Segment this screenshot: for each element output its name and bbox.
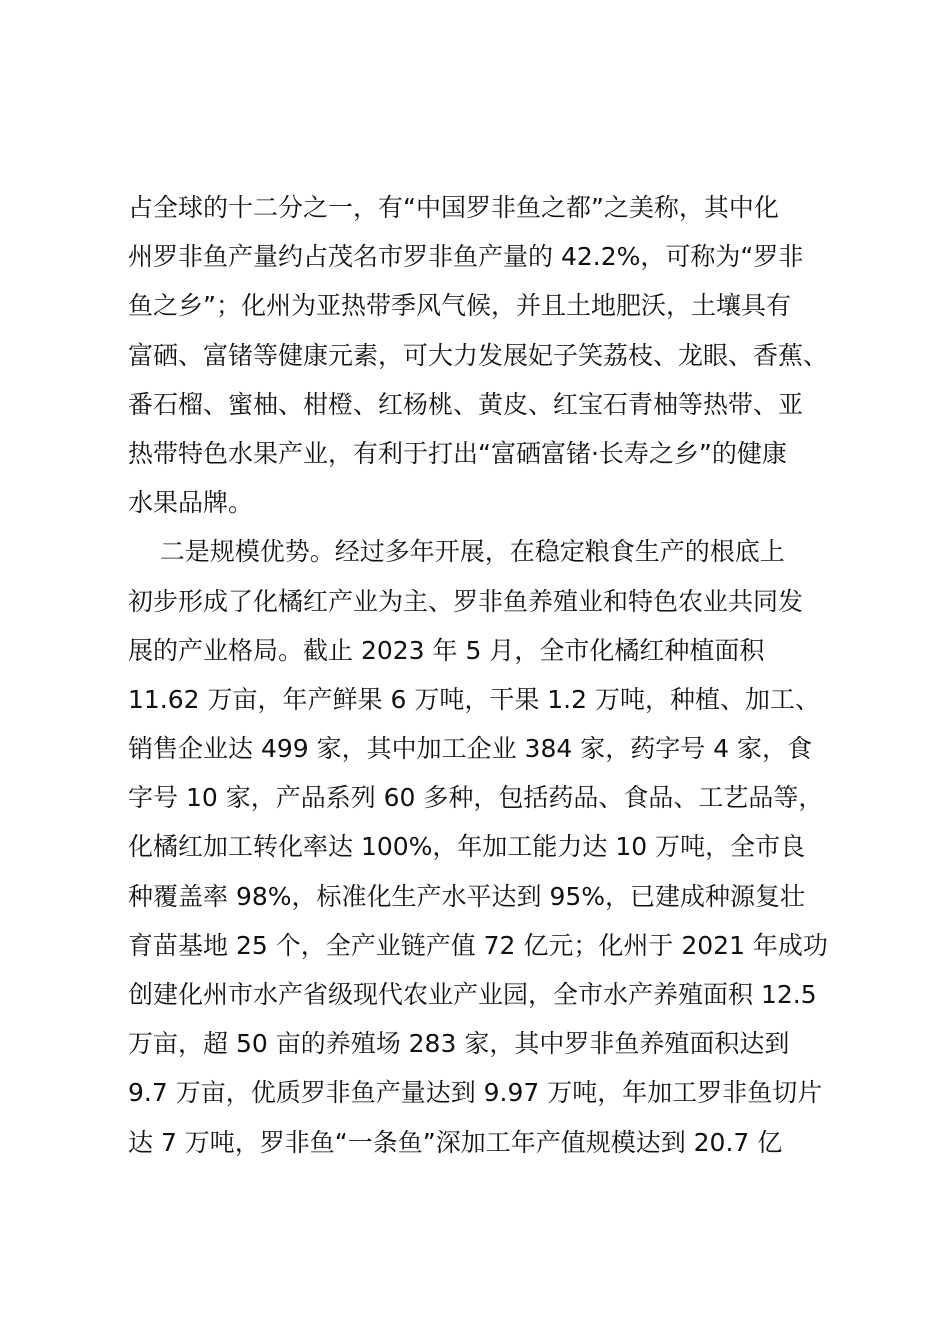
text-line: 热带特色水果产业，有利于打出“富硒富锗·长寿之乡”的健康 bbox=[128, 438, 787, 468]
text-line: 育苗基地 25 个，全产业链产值 72 亿元；化州于 2021 年成功 bbox=[128, 930, 828, 960]
text-line: 鱼之乡”；化州为亚热带季风气候，并且土地肥沃，土壤具有 bbox=[128, 291, 791, 321]
paragraph-1 bbox=[128, 183, 848, 527]
body-text bbox=[128, 183, 848, 1167]
text-line: 化橘红加工转化率达 100%，年加工能力达 10 万吨，全市良 bbox=[128, 832, 806, 862]
text-line: 创建化州市水产省级现代农业产业园，全市水产养殖面积 12.5 bbox=[128, 980, 817, 1009]
text-line: 州罗非鱼产量约占茂名市罗非鱼产量的 42.2%，可称为“罗非 bbox=[128, 242, 804, 272]
text-line: 番石榴、蜜柚、柑橙、红杨桃、黄皮、红宝石青柚等热带、亚 bbox=[128, 389, 804, 419]
text-line: 展的产业格局。截止 2023 年 5 月，全市化橘红种植面积 bbox=[128, 635, 765, 665]
text-line: 9.7 万亩，优质罗非鱼产量达到 9.97 万吨，年加工罗非鱼切片 bbox=[128, 1078, 823, 1108]
text-line: 初步形成了化橘红产业为主、罗非鱼养殖业和特色农业共同发 bbox=[128, 586, 804, 616]
text-line: 万亩，超 50 亩的养殖场 283 家，其中罗非鱼养殖面积达到 bbox=[128, 1029, 790, 1059]
text-line: 富硒、富锗等健康元素，可大力发展妃子笑荔枝、龙眼、香蕉、 bbox=[128, 340, 829, 370]
paragraph-2 bbox=[128, 527, 848, 1166]
text-line: 水果品牌。 bbox=[128, 488, 254, 518]
text-line: 销售企业达 499 家，其中加工企业 384 家，药字号 4 家，食 bbox=[128, 734, 813, 764]
text-line: 种覆盖率 98%，标准化生产水平达到 95%，已建成种源复壮 bbox=[128, 881, 806, 911]
text-line: 字号 10 家，产品系列 60 多种，包括药品、食品、工艺品等， bbox=[128, 783, 824, 813]
text-line: 11.62 万亩，年产鲜果 6 万吨，干果 1.2 万吨，种植、加工、 bbox=[128, 684, 820, 714]
text-line: 二是规模优势。经过多年开展，在稳定粮食生产的根底上 bbox=[128, 537, 785, 567]
text-line: 占全球的十二分之一，有“中国罗非鱼之都”之美称，其中化 bbox=[128, 193, 779, 222]
text-line: 达 7 万吨，罗非鱼“一条鱼”深加工年产值规模达到 20.7 亿 bbox=[128, 1127, 783, 1157]
